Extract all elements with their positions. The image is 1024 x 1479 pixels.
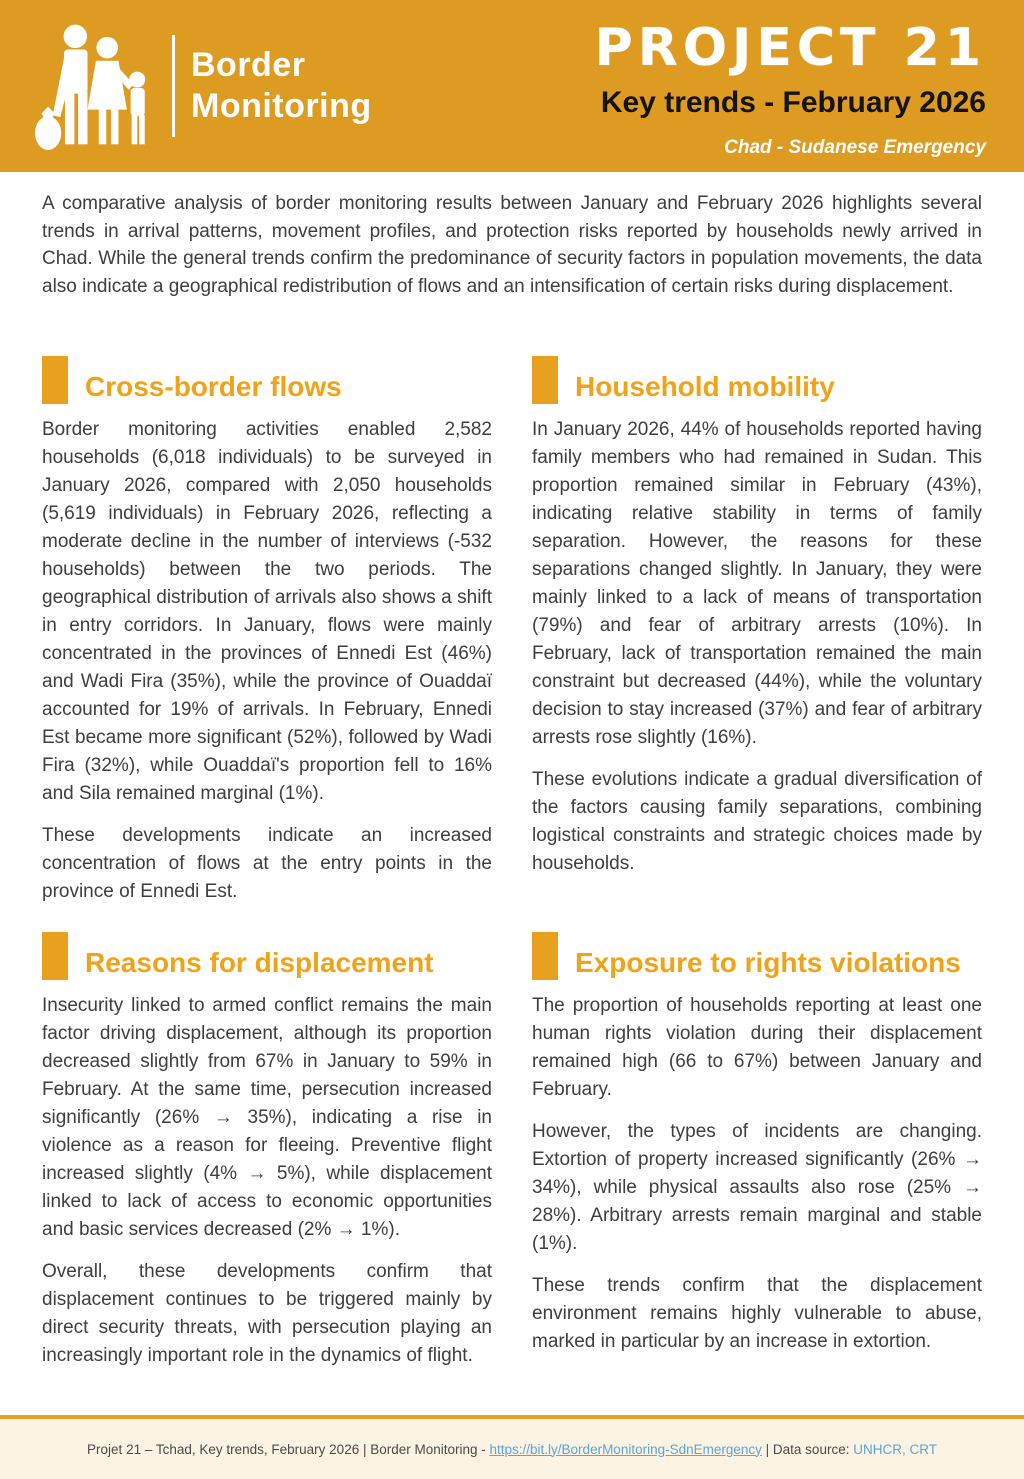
section-heading	[42, 932, 492, 980]
logo-title-line2: Monitoring	[191, 87, 372, 125]
footer-citation: Projet 21 – Tchad, Key trends, February 2026 | Border Monitoring -	[87, 1441, 490, 1457]
section-paragraph: In January 2026, 44% of households reported having family members who had remained in Sudan. This proportion remained similar in February (43%), indicating relative stability in terms of family separation. However, the reasons for these separations changed slightly. In January, they were mainly linked to a lack of means of transportation (79%) and fear of arbitrary arrests (10%). In February, lack of transportation remained the main constraint but decreased (44%), while the voluntary decision to stay increased (37%) and fear of arbitrary arrests rose slightly (16%).	[532, 419, 982, 748]
section-exposure-to-rights-violations	[532, 932, 982, 1370]
logo-title-line1: Border	[191, 46, 306, 85]
section-paragraph: The proportion of households reporting at least one human rights violation during their displacement remained high (66 to 67%) between January and February.	[532, 995, 982, 1100]
footer-data-source-label: | Data source:	[761, 1441, 854, 1457]
intro-paragraph: A comparative analysis of border monitoring results between January and February 2026 highlights several trends in arrival patterns, movement profiles, and protection risks reported by households newly arrived in Chad. While the general trends confirm the predominance of security factors in population movements, the data also indicate a geographical redistribution of flows and an intensification of certain risks during displacement.	[42, 193, 982, 297]
footer-link[interactable]: https://bit.ly/BorderMonitoring-SdnEmergency	[489, 1441, 762, 1457]
section-bullet-square	[42, 356, 68, 404]
section-heading	[532, 932, 982, 980]
report-subtitle: Key trends - February 2026	[600, 85, 986, 119]
section-paragraph: These developments indicate an increased concentration of flows at the entry points in the province of Ennedi Est.	[42, 825, 492, 902]
section-title: Exposure to rights violations	[575, 947, 961, 978]
footer-data-sources: UNHCR, CRT	[853, 1441, 937, 1457]
section-paragraph: These evolutions indicate a gradual diversification of the factors causing family separations, combining logistical constraints and strategic choices made by households.	[532, 769, 982, 874]
section-heading	[42, 356, 492, 404]
report-header	[0, 0, 1024, 172]
header-right	[595, 16, 986, 157]
section-heading	[532, 356, 982, 404]
section-paragraph: Overall, these developments confirm that displacement continues to be triggered mainly by direct security threats, with persecution playing an increasingly important role in the dynamics of flight.	[42, 1261, 492, 1366]
section-cross-border-flows	[42, 356, 492, 906]
section-title: Cross-border flows	[85, 371, 342, 402]
section-paragraph: Border monitoring activities enabled 2,582 households (6,018 individuals) to be surveyed in January 2026, compared with 2,050 households (5,619 individuals) in February 2026, reflecting a moderate decline in the number of interviews (-532 households) between the two periods. The geographical distribution of arrivals also shows a shift in entry corridors. In January, flows were mainly concentrated in the provinces of Ennedi Est (46%) and Wadi Fira (35%), while the province of Ouaddaï accounted for 19% of arrivals. In February, Ennedi Est became more significant (52%), followed by Wadi Fira (32%), while Ouaddaï's proportion fell to 16% and Sila remained marginal (1%).	[42, 419, 492, 804]
logo-divider	[172, 35, 175, 137]
section-paragraph: These trends confirm that the displacement environment remains highly vulnerable to abuse, marked in particular by an increase in extortion.	[532, 1275, 982, 1352]
logo-block	[34, 0, 372, 172]
section-reasons-for-displacement	[42, 932, 492, 1370]
section-title: Household mobility	[575, 371, 835, 402]
family-icon	[34, 18, 156, 158]
section-household-mobility	[532, 356, 982, 906]
logo-title	[191, 45, 372, 127]
section-paragraph: Insecurity linked to armed conflict remains the main factor driving displacement, although its proportion decreased slightly from 67% in January to 59% in February. At the same time, persecution increased significantly (26% → 35%), indicating a rise in violence as a reason for fleeing. Preventive flight increased slightly (4% → 5%), while displacement linked to lack of access to economic opportunities and basic services decreased (2% → 1%).	[42, 995, 492, 1240]
section-bullet-square	[532, 356, 558, 404]
section-bullet-square	[42, 932, 68, 980]
section-title: Reasons for displacement	[85, 947, 434, 978]
report-footer	[0, 1415, 1024, 1479]
report-tagline: Chad - Sudanese Emergency	[724, 136, 986, 158]
section-bullet-square	[532, 932, 558, 980]
sections-grid	[42, 356, 982, 1370]
section-paragraph: However, the types of incidents are changing. Extortion of property increased significantly (26% → 34%), while physical assaults also rose (25% → 28%). Arbitrary arrests remain marginal and stable (1%).	[532, 1121, 982, 1254]
project-title: PROJECT 21	[594, 17, 986, 78]
